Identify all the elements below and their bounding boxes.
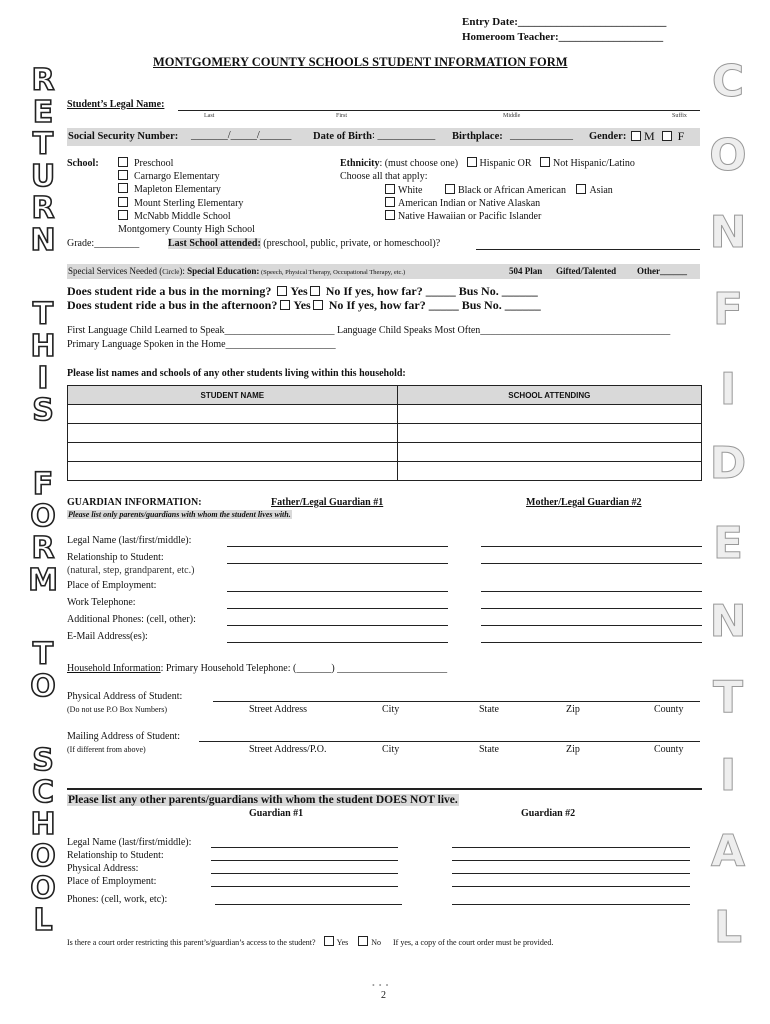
guardian-2-heading: Mother/Legal Guardian #2 <box>526 497 642 508</box>
guardian-work-phone-label: Work Telephone: <box>67 597 136 608</box>
sidebar-letter: T <box>32 297 54 332</box>
guardian-employment-label: Place of Employment: <box>67 580 157 591</box>
og1-phones-field[interactable] <box>215 904 402 905</box>
col-student-name: STUDENT NAME <box>68 386 398 405</box>
og1-legal-name-field[interactable] <box>211 847 398 848</box>
other-guardian-2-heading: Guardian #2 <box>521 808 576 819</box>
school-checkbox[interactable] <box>118 170 128 180</box>
table-row <box>68 405 702 424</box>
household-students-table <box>67 385 702 481</box>
col-school-attending: SCHOOL ATTENDING <box>397 386 701 405</box>
g2-additional-phones-field[interactable] <box>481 625 702 626</box>
footer-dots: • • • <box>372 981 390 990</box>
confidential-letter: N <box>709 207 747 258</box>
school-cell[interactable] <box>397 443 701 462</box>
service-other[interactable]: Other______ <box>637 266 687 276</box>
g2-relationship-field[interactable] <box>481 563 702 564</box>
student-name-cell[interactable] <box>68 462 398 481</box>
school-option <box>118 170 255 183</box>
guardian-relationship-label: Relationship to Student: <box>67 552 164 563</box>
bus-morning-row: Does student ride a bus in the morning? Yes No If yes, how far? _____ Bus No. ______ <box>67 284 538 298</box>
physical-city-label: City <box>382 704 400 715</box>
sidebar-letter: O <box>30 839 56 874</box>
physical-state-label: State <box>479 704 499 715</box>
dob-field[interactable]: : ___________ <box>372 130 436 141</box>
mailing-zip-label: Zip <box>566 744 580 755</box>
confidential-letter: T <box>712 672 743 723</box>
mailing-city-label: City <box>382 744 400 755</box>
bus-morning-yes[interactable] <box>277 286 287 296</box>
student-legal-name-field[interactable] <box>178 110 700 111</box>
guardian-email-label: E-Mail Address(es): <box>67 631 148 642</box>
school-option-label: Carnargo Elementary <box>134 171 220 183</box>
physical-zip-label: Zip <box>566 704 580 715</box>
bus-afternoon-no[interactable] <box>313 300 323 310</box>
sidebar-letter: M <box>28 563 58 598</box>
sidebar-letter: S <box>32 743 54 778</box>
gender-f-checkbox[interactable] <box>662 131 672 141</box>
confidential-letter: C <box>711 56 745 107</box>
ethnicity-row: Ethnicity: (must choose one) Hispanic OR Not Hispanic/Latino <box>340 158 635 169</box>
og1-relationship-field[interactable] <box>211 860 398 861</box>
household-students-heading: Please list names and schools of any other students living within this household: <box>67 368 406 379</box>
other-phones-label: Phones: (cell, work, etc): <box>67 894 168 905</box>
hawaiian-checkbox[interactable] <box>385 210 395 220</box>
sidebar-letter: T <box>32 127 54 162</box>
student-name-cell[interactable] <box>68 405 398 424</box>
mailing-county-label: County <box>654 744 684 755</box>
sidebar-letter: R <box>31 191 55 226</box>
household-phone-row: Household Information: Primary Household Telephone: (_______) ______________________ <box>67 663 448 674</box>
sidebar-letter: N <box>30 223 56 258</box>
sidebar-letter: U <box>30 159 56 194</box>
school-checkbox[interactable] <box>118 183 128 193</box>
mailing-state-label: State <box>479 744 499 755</box>
g2-legal-name-field[interactable] <box>481 546 702 547</box>
student-name-cell[interactable] <box>68 424 398 443</box>
other-relationship-label: Relationship to Student: <box>67 850 164 861</box>
other-address-label: Physical Address: <box>67 863 139 874</box>
language-primary-row: Primary Language Spoken in the Home______________________ <box>67 339 336 350</box>
gender-options: M F <box>631 129 684 144</box>
hispanic-checkbox[interactable] <box>467 157 477 167</box>
gender-m-checkbox[interactable] <box>631 131 641 141</box>
g1-email-field[interactable] <box>227 642 448 643</box>
birthplace-field[interactable]: ____________ <box>510 130 573 141</box>
court-no-checkbox[interactable] <box>358 936 368 946</box>
og2-employment-field[interactable] <box>452 886 690 887</box>
g1-work-phone-field[interactable] <box>227 608 448 609</box>
ssn-label: Social Security Number: <box>68 131 179 142</box>
school-options <box>118 157 255 236</box>
other-parents-heading: Please list any other parents/guardians with whom the student DOES NOT live. <box>68 794 458 806</box>
sub-suffix: Suffix <box>672 113 687 119</box>
confidential-letter: N <box>709 596 747 647</box>
student-legal-name-label: Student’s Legal Name: <box>67 99 165 110</box>
gender-label: Gender: <box>589 131 627 142</box>
other-employment-label: Place of Employment: <box>67 876 157 887</box>
physical-address-field[interactable] <box>213 701 700 702</box>
school-option <box>118 183 255 196</box>
asian-checkbox[interactable] <box>576 184 586 194</box>
special-services-row: Special Services Needed (Circle): Special Education: (Speech, Physical Therapy, Occupational Therapy, etc.) <box>68 266 406 276</box>
school-option-label: Montgomery County High School <box>118 224 255 236</box>
birthplace-label: Birthplace: <box>452 131 503 142</box>
guardian-1-heading: Father/Legal Guardian #1 <box>271 497 384 508</box>
black-checkbox[interactable] <box>445 184 455 194</box>
confidential-letter: I <box>719 750 737 801</box>
form-title: MONTGOMERY COUNTY SCHOOLS STUDENT INFORMATION FORM <box>153 55 568 69</box>
student-name-cell[interactable] <box>68 443 398 462</box>
school-checkbox[interactable] <box>118 210 128 220</box>
school-option-label: Mapleton Elementary <box>134 184 221 196</box>
not-hispanic-checkbox[interactable] <box>540 157 550 167</box>
court-order-row: Is there a court order restricting this parent’s/guardian’s access to the student? Yes No If yes, a copy of the court order must be provided. <box>67 938 554 947</box>
school-option-label: McNabb Middle School <box>134 210 231 222</box>
guardian-additional-phones-label: Additional Phones: (cell, other): <box>67 614 196 625</box>
language-first-row: First Language Child Learned to Speak______________________ Language Child Speaks Most Often______________________________________ <box>67 325 671 336</box>
sub-last: Last <box>204 113 215 119</box>
mailing-street-label: Street Address/P.O. <box>249 744 327 755</box>
sidebar-letter: H <box>30 329 56 364</box>
homeroom-teacher-label: Homeroom Teacher:___________________ <box>462 31 664 43</box>
school-option <box>118 197 255 210</box>
sub-first: First <box>336 113 348 119</box>
school-option <box>118 223 255 236</box>
sidebar-letter: L <box>33 903 53 938</box>
physical-address-note: (Do not use P.O Box Numbers) <box>67 705 167 714</box>
page-number: 2 <box>381 990 386 1001</box>
race-row-2: American Indian or Native Alaskan <box>385 197 540 209</box>
school-option <box>118 157 255 170</box>
physical-street-label: Street Address <box>249 704 308 715</box>
sidebar-letter: R <box>31 63 55 98</box>
mailing-address-label: Mailing Address of Student: <box>67 731 181 742</box>
ssn-field[interactable]: _______/_____/______ <box>191 130 292 141</box>
guardian-note: Please list only parents/guardians with whom the student lives with. <box>68 510 291 519</box>
court-yes-checkbox[interactable] <box>324 936 334 946</box>
section-divider <box>67 788 702 790</box>
physical-county-label: County <box>654 704 684 715</box>
confidential-letter: E <box>712 518 744 569</box>
white-checkbox[interactable] <box>385 184 395 194</box>
guardian-legal-name-label: Legal Name (last/first/middle): <box>67 535 192 546</box>
og2-phones-field[interactable] <box>452 904 690 905</box>
sidebar-letter: C <box>31 775 55 810</box>
physical-address-label: Physical Address of Student: <box>67 691 183 702</box>
school-checkbox[interactable] <box>118 197 128 207</box>
grade-field[interactable]: Grade:_________ <box>67 238 140 249</box>
sidebar-letter: H <box>30 807 56 842</box>
school-checkbox[interactable] <box>118 157 128 167</box>
og2-address-field[interactable] <box>452 873 690 874</box>
race-row-3: Native Hawaiian or Pacific Islander <box>385 210 541 222</box>
sub-middle: Middle <box>503 113 521 119</box>
og2-relationship-field[interactable] <box>452 860 690 861</box>
school-label: School: <box>67 158 99 169</box>
bus-afternoon-yes[interactable] <box>280 300 290 310</box>
g2-email-field[interactable] <box>481 642 702 643</box>
sidebar-letter: I <box>37 361 49 396</box>
choose-all-label: Choose all that apply: <box>340 171 428 182</box>
g1-employment-field[interactable] <box>227 591 448 592</box>
og1-address-field[interactable] <box>211 873 398 874</box>
last-school-label: Last School attended: (preschool, public, private, or homeschool)? <box>168 238 441 249</box>
confidential-letter: L <box>713 902 743 953</box>
sidebar-letter: O <box>30 871 56 906</box>
og2-legal-name-field[interactable] <box>452 847 690 848</box>
school-cell[interactable] <box>397 424 701 443</box>
confidential-letter: D <box>709 438 747 489</box>
sidebar-letter: T <box>32 637 54 672</box>
service-504[interactable]: 504 Plan <box>509 266 543 276</box>
school-option <box>118 210 255 223</box>
school-cell[interactable] <box>397 405 701 424</box>
guardian-heading: GUARDIAN INFORMATION: <box>67 497 202 508</box>
dob-label: Date of Birth <box>313 131 372 142</box>
entry-date-label: Entry Date:___________________________ <box>462 16 667 28</box>
other-legal-name-label: Legal Name (last/first/middle): <box>67 837 192 848</box>
bus-afternoon-row: Does student ride a bus in the afternoon? Yes No If yes, how far? _____ Bus No. ______ <box>67 298 541 312</box>
mailing-address-field[interactable] <box>199 741 700 742</box>
guardian-relationship-note: (natural, step, grandparent, etc.) <box>67 565 195 576</box>
confidential-letter: A <box>710 826 746 877</box>
table-row <box>68 462 702 481</box>
g1-legal-name-field[interactable] <box>227 546 448 547</box>
race-row-1: White Black or African American Asian <box>385 184 613 196</box>
other-guardian-1-heading: Guardian #1 <box>249 808 304 819</box>
g2-work-phone-field[interactable] <box>481 608 702 609</box>
last-school-field[interactable] <box>476 249 700 250</box>
american-indian-checkbox[interactable] <box>385 197 395 207</box>
school-option-label: Preschool <box>134 158 174 169</box>
g1-additional-phones-field[interactable] <box>227 625 448 626</box>
confidential-letter: O <box>709 130 747 181</box>
bus-morning-no[interactable] <box>310 286 320 296</box>
g2-employment-field[interactable] <box>481 591 702 592</box>
service-gifted[interactable]: Gifted/Talented <box>556 266 617 276</box>
sidebar-letter: O <box>30 499 56 534</box>
mailing-address-note: (If different from above) <box>67 745 146 754</box>
table-row <box>68 443 702 462</box>
sidebar-letter: S <box>32 393 54 428</box>
school-cell[interactable] <box>397 462 701 481</box>
confidential-letter: F <box>712 284 744 335</box>
confidential-letter: I <box>719 364 737 415</box>
sidebar-letter: F <box>32 467 54 502</box>
sidebar-letter: O <box>30 669 56 704</box>
sidebar-letter: R <box>31 531 55 566</box>
table-row <box>68 424 702 443</box>
g1-relationship-field[interactable] <box>227 563 448 564</box>
sidebar-letter: E <box>32 95 54 130</box>
school-option-label: Mount Sterling Elementary <box>134 197 244 209</box>
og1-employment-field[interactable] <box>211 886 398 887</box>
